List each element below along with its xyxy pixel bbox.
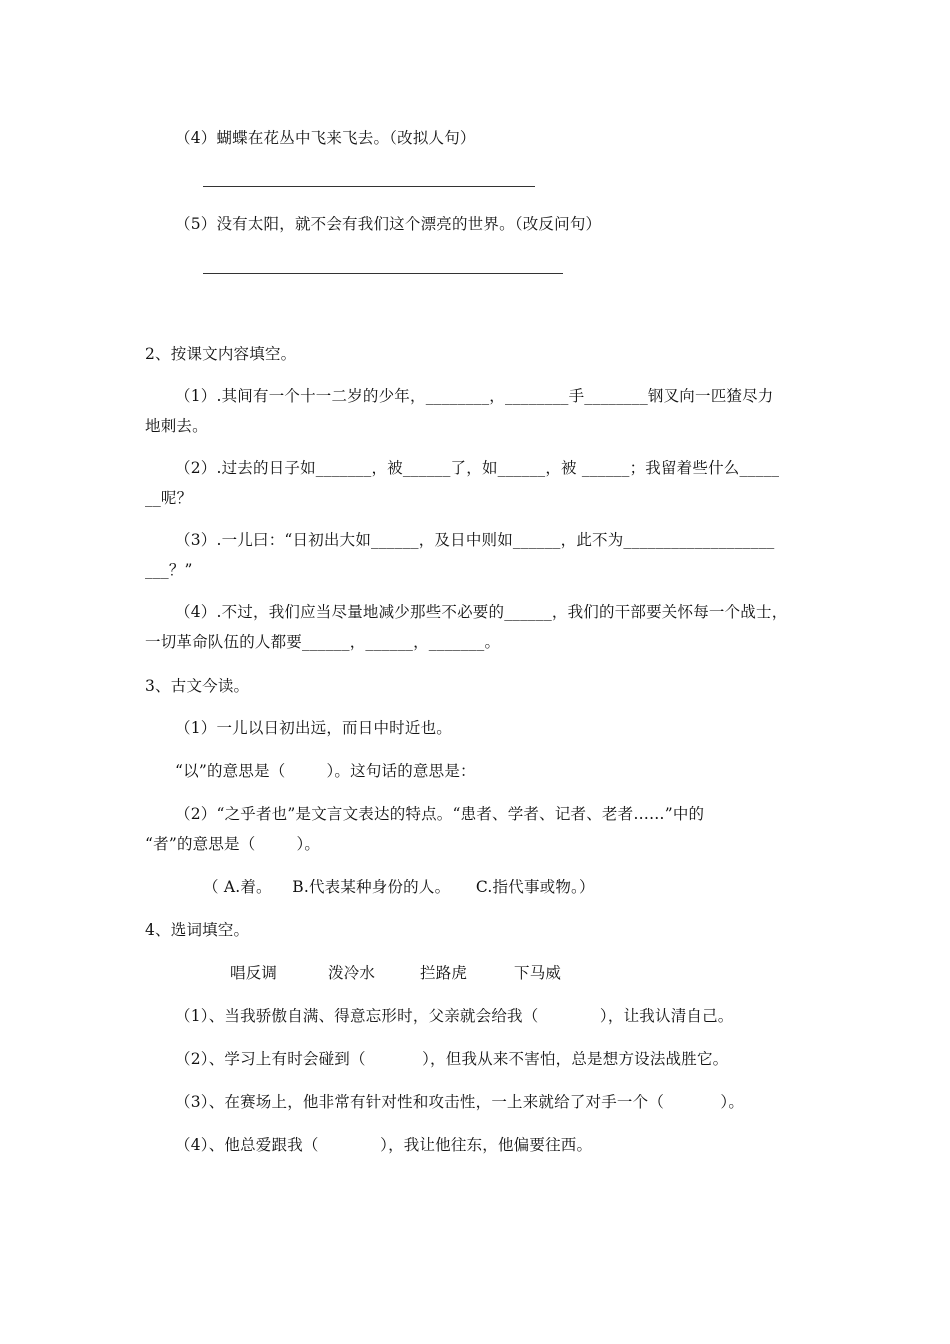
word-question-2: （2）、学习上有时会碰到（ ），但我从来不害怕，总是想方设法战胜它。 — [175, 1050, 729, 1068]
section-2-title: 2、按课文内容填空。 — [145, 345, 297, 363]
question-item-4: （4）蝴蝶在花丛中飞来飞去。（改拟人句） — [175, 129, 476, 147]
word-choice-4: 下马威 — [514, 964, 562, 982]
classical-question-2-options: （ A.着。 B.代表某种身份的人。 C.指代事或物。） — [203, 878, 595, 896]
fill-question-2-line-2: __呢？ — [145, 489, 193, 507]
fill-question-4-line-1: （4）.不过，我们应当尽量地减少那些不必要的______，我们的干部要关怀每一个战士， — [175, 603, 788, 621]
fill-question-3-line-2: ___？” — [145, 561, 193, 579]
word-choice-2: 泼冷水 — [328, 964, 376, 982]
word-question-3: （3）、在赛场上，他非常有针对性和攻击性，一上来就给了对手一个（ ）。 — [175, 1093, 745, 1111]
fill-question-2-line-1: （2）.过去的日子如_______，被______了，如______，被 ______；我留着些什么_____ — [175, 459, 780, 477]
section-3-title: 3、古文今读。 — [145, 677, 250, 695]
answer-line-5[interactable] — [203, 273, 563, 274]
fill-question-4-line-2: 一切革命队伍的人都要______，______，_______。 — [145, 633, 501, 651]
classical-question-1: （1）一儿以日初出远，而日中时近也。 — [175, 719, 452, 737]
classical-question-2-line-1: （2）“之乎者也”是文言文表达的特点。“患者、学者、记者、老者……”中的 — [175, 805, 705, 823]
word-choice-3: 拦路虎 — [420, 964, 468, 982]
word-choice-1: 唱反调 — [230, 964, 278, 982]
fill-question-3-line-1: （3）.一儿曰：“日初出大如______，及日中则如______，此不为___________________ — [175, 531, 775, 549]
classical-question-1-meaning: “以”的意思是（ ）。这句话的意思是： — [175, 762, 476, 780]
section-4-title: 4、选词填空。 — [145, 921, 250, 939]
question-item-5: （5）没有太阳，就不会有我们这个漂亮的世界。（改反问句） — [175, 215, 602, 233]
fill-question-1-line-2: 地刺去。 — [145, 417, 208, 435]
classical-question-2-line-2: “者”的意思是（ ）。 — [145, 835, 321, 853]
fill-question-1-line-1: （1）.其间有一个十一二岁的少年，________，________手________钢叉向一匹猹尽力 — [175, 387, 774, 405]
word-question-1: （1）、当我骄傲自满、得意忘形时，父亲就会给我（ ），让我认清自己。 — [175, 1007, 734, 1025]
word-question-4: （4）、他总爱跟我（ ），我让他往东，他偏要往西。 — [175, 1136, 593, 1154]
answer-line-4[interactable] — [203, 186, 535, 187]
